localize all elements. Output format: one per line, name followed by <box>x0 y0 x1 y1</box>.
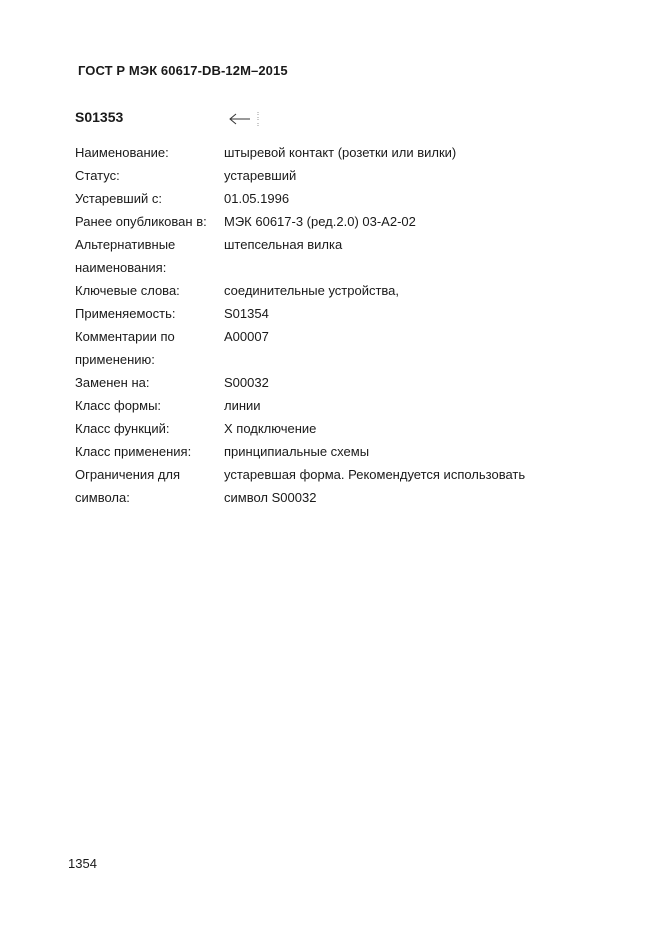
field-label: Альтернативные <box>75 237 176 252</box>
field-label: Ограничения для <box>75 467 181 482</box>
field-value: штепсельная вилка <box>224 237 343 252</box>
field-value <box>224 256 615 279</box>
field-row <box>75 325 615 348</box>
field-value: A00007 <box>224 329 269 344</box>
page-number: 1354 <box>68 856 97 871</box>
field-value: X подключение <box>224 421 317 436</box>
field-row <box>75 187 615 210</box>
field-label: Класс функций: <box>75 421 170 436</box>
arrow-left-icon <box>226 110 266 128</box>
field-row <box>75 141 615 164</box>
field-value <box>224 348 615 371</box>
field-label: Заменен на: <box>75 375 150 390</box>
field-row <box>75 302 615 325</box>
field-value: символ S00032 <box>224 490 317 505</box>
field-value: устаревший <box>224 168 297 183</box>
field-label: Класс применения: <box>75 444 192 459</box>
field-value: штыревой контакт (розетки или вилки) <box>224 145 457 160</box>
field-label: Наименование: <box>75 145 169 160</box>
field-label: Комментарии по <box>75 329 175 344</box>
field-row <box>75 463 615 486</box>
field-label: Класс формы: <box>75 398 162 413</box>
field-row <box>75 348 615 371</box>
field-label: применению: <box>75 352 155 367</box>
field-value: линии <box>224 398 261 413</box>
field-label: символа: <box>75 490 130 505</box>
field-label: Устаревший с: <box>75 191 162 206</box>
field-row <box>75 440 615 463</box>
field-value: S01354 <box>224 306 269 321</box>
field-row <box>75 256 615 279</box>
field-label: наименования: <box>75 260 167 275</box>
field-value: устаревшая форма. Рекомендуется использовать <box>224 467 526 482</box>
field-row <box>75 486 615 509</box>
field-row <box>75 164 615 187</box>
field-value: МЭК 60617-3 (ред.2.0) 03-А2-02 <box>224 214 416 229</box>
symbol-code: S01353 <box>75 109 124 125</box>
field-row <box>75 394 615 417</box>
field-value: соединительные устройства, <box>224 283 400 298</box>
field-row <box>75 233 615 256</box>
field-row <box>75 417 615 440</box>
field-label: Ранее опубликован в: <box>75 214 207 229</box>
field-row <box>75 279 615 302</box>
field-value: 01.05.1996 <box>224 191 290 206</box>
symbol-attributes <box>75 141 615 509</box>
field-label: Ключевые слова: <box>75 283 180 298</box>
document-header: ГОСТ Р МЭК 60617-DB-12М–2015 <box>78 63 288 78</box>
field-row <box>75 371 615 394</box>
field-value: S00032 <box>224 375 269 390</box>
field-row <box>75 210 615 233</box>
field-label: Статус: <box>75 168 120 183</box>
field-label: Применяемость: <box>75 306 176 321</box>
field-value: принципиальные схемы <box>224 444 370 459</box>
